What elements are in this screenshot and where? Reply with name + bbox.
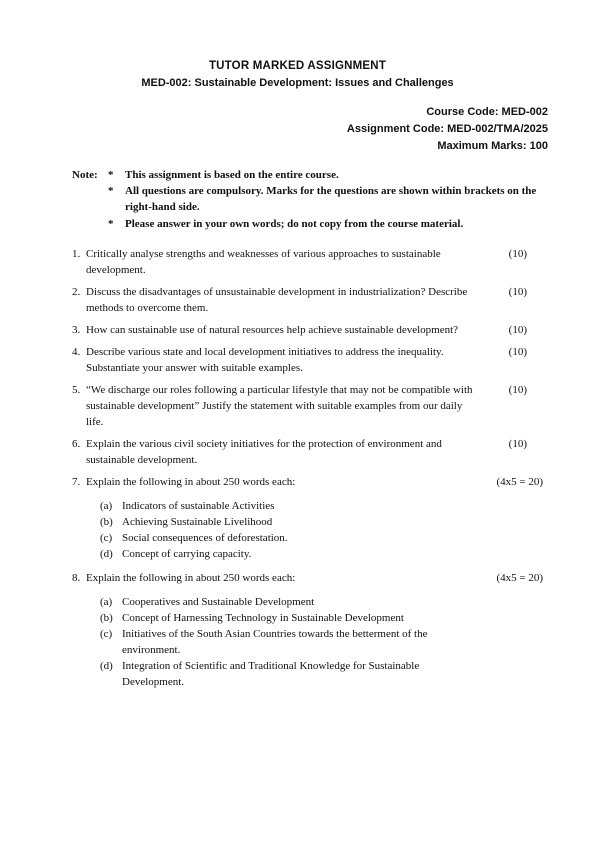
question-item bbox=[72, 322, 547, 338]
question-text: Explain the following in about 250 words each: bbox=[86, 572, 296, 584]
sub-question bbox=[100, 514, 477, 530]
sub-question-list bbox=[86, 594, 477, 690]
sub-question-label: (d) bbox=[100, 660, 113, 672]
bullet-star-icon: * bbox=[108, 169, 114, 181]
question-marks: (4x5 = 20) bbox=[496, 572, 543, 584]
sub-question-text: Achieving Sustainable Livelihood bbox=[122, 516, 273, 528]
sub-question bbox=[100, 546, 477, 562]
question-marks: (10) bbox=[508, 438, 527, 450]
sub-question-text: Concept of Harnessing Technology in Sustainable Development bbox=[122, 612, 404, 624]
sub-question-text: Concept of carrying capacity. bbox=[122, 548, 252, 560]
note-item bbox=[72, 216, 552, 232]
question-number: 5. bbox=[72, 384, 81, 396]
question-marks: (10) bbox=[508, 324, 527, 336]
question-number: 1. bbox=[72, 248, 81, 260]
question-number: 4. bbox=[72, 346, 81, 358]
sub-question-text: Initiatives of the South Asian Countries towards the betterment of the environment. bbox=[122, 628, 428, 656]
page-subtitle: MED-002: Sustainable Development: Issues and Challenges bbox=[141, 77, 454, 89]
bullet-star-icon: * bbox=[108, 218, 114, 230]
note-section bbox=[72, 167, 552, 232]
sub-question-label: (c) bbox=[100, 532, 113, 544]
note-item bbox=[72, 167, 552, 183]
question-marks: (10) bbox=[508, 248, 527, 260]
sub-question bbox=[100, 530, 477, 546]
question-item bbox=[72, 474, 547, 562]
sub-question-text: Social consequences of deforestation. bbox=[122, 532, 288, 544]
sub-question bbox=[100, 498, 477, 514]
question-number: 7. bbox=[72, 476, 81, 488]
bullet-star-icon: * bbox=[108, 185, 114, 197]
sub-question-text: Cooperatives and Sustainable Development bbox=[122, 596, 315, 608]
sub-question bbox=[100, 594, 477, 610]
sub-question-label: (c) bbox=[100, 628, 113, 640]
question-item bbox=[72, 570, 547, 690]
sub-question-list bbox=[86, 498, 477, 562]
assignment-code: Assignment Code: MED-002/TMA/2025 bbox=[346, 123, 548, 135]
maximum-marks: Maximum Marks: 100 bbox=[437, 140, 548, 152]
note-item-text: Please answer in your own words; do not copy from the course material. bbox=[125, 218, 464, 230]
sub-question bbox=[100, 658, 477, 690]
sub-question bbox=[100, 626, 477, 658]
question-text: “We discharge our roles following a particular lifestyle that may not be compatible with sustainable development” Justify the statement with suitable examples from our daily life. bbox=[86, 384, 473, 428]
sub-question bbox=[100, 610, 477, 626]
question-marks: (10) bbox=[508, 384, 527, 396]
sub-question-text: Integration of Scientific and Traditional Knowledge for Sustainable Development. bbox=[122, 660, 420, 688]
note-label: Note: bbox=[72, 169, 98, 181]
sub-question-label: (b) bbox=[100, 516, 113, 528]
question-item bbox=[72, 284, 547, 316]
question-text: How can sustainable use of natural resources help achieve sustainable development? bbox=[86, 324, 459, 336]
question-item bbox=[72, 436, 547, 468]
note-item-text: All questions are compulsory. Marks for the questions are shown within brackets on the right-hand side. bbox=[125, 185, 537, 213]
title-block bbox=[0, 58, 595, 91]
question-marks: (10) bbox=[508, 286, 527, 298]
question-number: 2. bbox=[72, 286, 81, 298]
question-item bbox=[72, 382, 547, 430]
question-text: Explain the following in about 250 words each: bbox=[86, 476, 296, 488]
note-item bbox=[72, 183, 552, 215]
sub-question-label: (b) bbox=[100, 612, 113, 624]
page-title: TUTOR MARKED ASSIGNMENT bbox=[208, 60, 387, 72]
question-item bbox=[72, 344, 547, 376]
sub-question-text: Indicators of sustainable Activities bbox=[122, 500, 275, 512]
question-text: Critically analyse strengths and weaknesses of various approaches to sustainable development. bbox=[86, 248, 441, 276]
course-code: Course Code: MED-002 bbox=[426, 106, 548, 118]
sub-question-label: (d) bbox=[100, 548, 113, 560]
question-text: Explain the various civil society initiatives for the protection of environment and sustainable development. bbox=[86, 438, 442, 466]
sub-question-label: (a) bbox=[100, 500, 113, 512]
question-number: 3. bbox=[72, 324, 81, 336]
course-codes bbox=[347, 104, 548, 155]
note-item-text: This assignment is based on the entire course. bbox=[125, 169, 339, 181]
question-number: 6. bbox=[72, 438, 81, 450]
question-text: Discuss the disadvantages of unsustainable development in industrialization? Describe methods to overcome them. bbox=[86, 286, 468, 314]
question-number: 8. bbox=[72, 572, 81, 584]
question-item bbox=[72, 246, 547, 278]
question-marks: (4x5 = 20) bbox=[496, 476, 543, 488]
question-text: Describe various state and local development initiatives to address the inequality. Substantiate your answer with suitable examples. bbox=[86, 346, 444, 374]
question-marks: (10) bbox=[508, 346, 527, 358]
sub-question-label: (a) bbox=[100, 596, 113, 608]
question-list bbox=[72, 246, 547, 696]
